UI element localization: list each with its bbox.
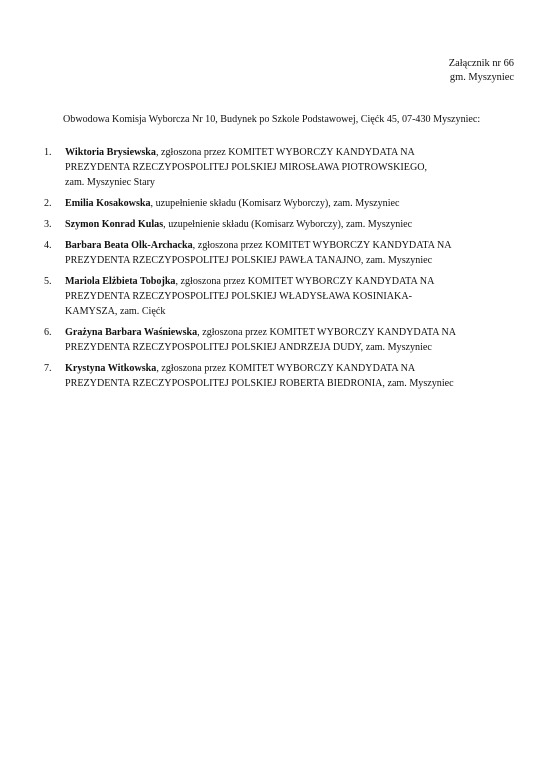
member-number: 6.: [44, 327, 52, 338]
member-text-line: PREZYDENTA RZECZYPOSPOLITEJ POLSKIEJ MIROSŁAWA PIOTROWSKIEGO,: [65, 162, 428, 173]
annex-number: Załącznik nr 66: [448, 58, 514, 69]
member-item: [44, 361, 522, 391]
member-number: 3.: [44, 219, 52, 230]
annex-municipality: gm. Myszyniec: [449, 72, 514, 83]
member-name: Grażyna Barbara Waśniewska: [65, 327, 198, 338]
member-number: 5.: [44, 276, 52, 287]
member-text-line: , uzupełnienie składu (Komisarz Wyborczy), zam. Myszyniec: [163, 219, 413, 230]
member-text-line: , zgłoszona przez KOMITET WYBORCZY KANDYDATA NA: [192, 240, 452, 251]
member-name: Szymon Konrad Kulas: [65, 219, 164, 230]
member-item: [44, 274, 522, 319]
member-text-line: , zgłoszona przez KOMITET WYBORCZY KANDYDATA NA: [175, 276, 435, 287]
member-text-line: PREZYDENTA RZECZYPOSPOLITEJ POLSKIEJ ANDRZEJA DUDY, zam. Myszyniec: [65, 342, 432, 353]
member-text-line: , zgłoszona przez KOMITET WYBORCZY KANDYDATA NA: [155, 147, 415, 158]
member-number: 4.: [44, 240, 52, 251]
member-number: 1.: [44, 147, 52, 158]
member-name: Mariola Elżbieta Tobojka: [65, 276, 176, 287]
member-item: [44, 217, 522, 232]
member-name: Wiktoria Brysiewska: [65, 147, 156, 158]
member-item: [44, 196, 522, 211]
member-text-line: KAMYSZA, zam. Cięćk: [65, 306, 166, 317]
member-text-line: PREZYDENTA RZECZYPOSPOLITEJ POLSKIEJ PAWŁA TANAJNO, zam. Myszyniec: [65, 255, 433, 266]
member-name: Krystyna Witkowska: [65, 363, 157, 374]
member-text-line: PREZYDENTA RZECZYPOSPOLITEJ POLSKIEJ ROBERTA BIEDRONIA, zam. Myszyniec: [65, 378, 454, 389]
annex-header: [449, 57, 514, 85]
member-text-line: PREZYDENTA RZECZYPOSPOLITEJ POLSKIEJ WŁADYSŁAWA KOSINIAKA-: [65, 291, 412, 302]
member-text-line: , zgłoszona przez KOMITET WYBORCZY KANDYDATA NA: [197, 327, 457, 338]
member-number: 2.: [44, 198, 52, 209]
member-item: [44, 238, 522, 268]
member-text-line: zam. Myszyniec Stary: [65, 177, 155, 188]
member-list: [44, 145, 522, 397]
member-item: [44, 145, 522, 190]
member-text-line: , uzupełnienie składu (Komisarz Wyborczy), zam. Myszyniec: [150, 198, 400, 209]
member-text-line: , zgłoszona przez KOMITET WYBORCZY KANDYDATA NA: [156, 363, 416, 374]
member-number: 7.: [44, 363, 52, 374]
member-name: Barbara Beata Olk-Archacka: [65, 240, 193, 251]
member-item: [44, 325, 522, 355]
member-name: Emilia Kosakowska: [65, 198, 151, 209]
commission-heading: Obwodowa Komisja Wyborcza Nr 10, Budynek po Szkole Podstawowej, Cięćk 45, 07-430 Myszyniec:: [63, 114, 481, 125]
